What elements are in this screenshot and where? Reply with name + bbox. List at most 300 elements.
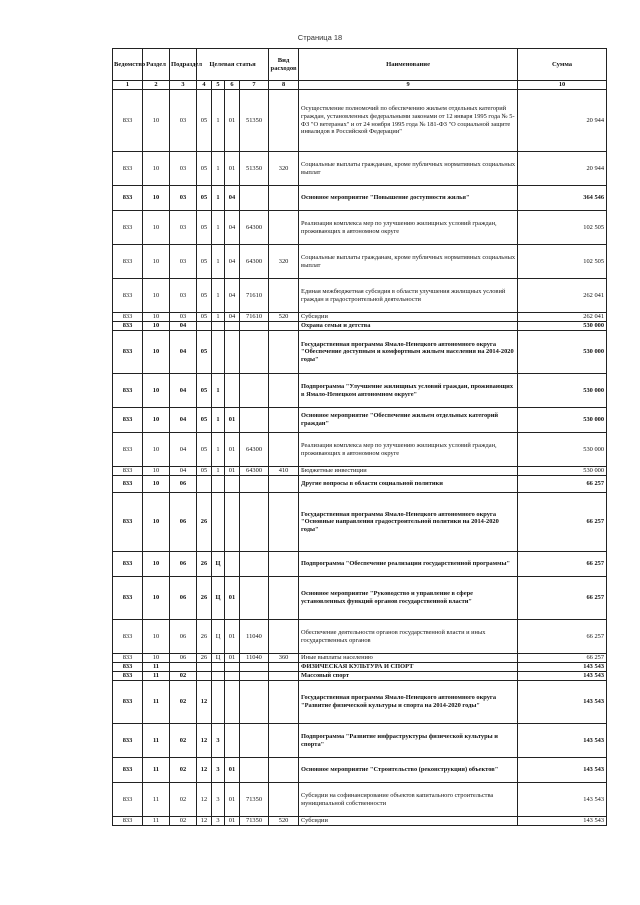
header-summa: Сумма: [518, 49, 607, 81]
naimenovanie-cell: Социальные выплаты гражданам, кроме публичных нормативных социальных выплат: [299, 245, 518, 279]
summa-cell: 66 257: [518, 620, 607, 654]
vid-rashodov-cell: 360: [269, 654, 299, 663]
vedomstvo-cell: 833: [113, 681, 143, 724]
column-number-row: [113, 81, 607, 90]
cs-event-cell: 01: [225, 783, 240, 817]
cs-event-cell: 01: [225, 433, 240, 467]
table-row: [113, 245, 607, 279]
table-row: [113, 724, 607, 758]
cs-direction-cell: 64300: [240, 211, 269, 245]
summa-cell: 66 257: [518, 493, 607, 552]
vid-rashodov-cell: [269, 681, 299, 724]
naimenovanie-cell: Массовый спорт: [299, 672, 518, 681]
cs-program-cell: [197, 476, 212, 493]
header-naimenovanie: Наименование: [299, 49, 518, 81]
cs-program-cell: 12: [197, 758, 212, 783]
header-celevaya-statya: Целевая статья: [197, 49, 269, 81]
vid-rashodov-cell: [269, 408, 299, 433]
vid-rashodov-cell: [269, 211, 299, 245]
cs-program-cell: 05: [197, 467, 212, 476]
razdel-cell: 10: [143, 476, 170, 493]
cs-event-cell: 01: [225, 817, 240, 826]
cs-subprogram-cell: [212, 672, 225, 681]
summa-cell: 143 543: [518, 758, 607, 783]
cs-program-cell: 05: [197, 331, 212, 374]
vid-rashodov-cell: [269, 552, 299, 577]
podrazdel-cell: 02: [170, 783, 197, 817]
razdel-cell: 10: [143, 552, 170, 577]
vedomstvo-cell: 833: [113, 211, 143, 245]
cs-subprogram-cell: Ц: [212, 654, 225, 663]
table-row: [113, 577, 607, 620]
cs-program-cell: 26: [197, 493, 212, 552]
summa-cell: 143 543: [518, 672, 607, 681]
cs-subprogram-cell: 1: [212, 408, 225, 433]
naimenovanie-cell: Единая межбюджетная субсидия в области улучшения жилищных условий граждан и градостроительной деятельности: [299, 279, 518, 313]
column-number-cell: 8: [269, 81, 299, 90]
cs-subprogram-cell: 1: [212, 90, 225, 152]
table-row: [113, 552, 607, 577]
cs-direction-cell: [240, 408, 269, 433]
cs-program-cell: [197, 672, 212, 681]
cs-direction-cell: 64300: [240, 433, 269, 467]
vid-rashodov-cell: 410: [269, 467, 299, 476]
table-row: [113, 90, 607, 152]
cs-event-cell: [225, 322, 240, 331]
vid-rashodov-cell: [269, 493, 299, 552]
table-row: [113, 783, 607, 817]
naimenovanie-cell: Подпрограмма "Улучшение жилищных условий граждан, проживающих в Ямало-Ненецком автономном округе": [299, 374, 518, 408]
column-number-cell: 3: [170, 81, 197, 90]
razdel-cell: 10: [143, 245, 170, 279]
podrazdel-cell: [170, 663, 197, 672]
cs-event-cell: [225, 672, 240, 681]
table-row: [113, 374, 607, 408]
vid-rashodov-cell: 520: [269, 313, 299, 322]
naimenovanie-cell: Основное мероприятие "Строительство (реконструкция) объектов": [299, 758, 518, 783]
cs-event-cell: 01: [225, 408, 240, 433]
podrazdel-cell: 03: [170, 211, 197, 245]
cs-direction-cell: 71350: [240, 783, 269, 817]
summa-cell: 143 543: [518, 817, 607, 826]
cs-program-cell: 05: [197, 211, 212, 245]
cs-program-cell: 05: [197, 186, 212, 211]
vedomstvo-cell: 833: [113, 552, 143, 577]
cs-direction-cell: [240, 476, 269, 493]
cs-event-cell: [225, 331, 240, 374]
podrazdel-cell: 04: [170, 374, 197, 408]
cs-subprogram-cell: 1: [212, 374, 225, 408]
cs-subprogram-cell: 1: [212, 433, 225, 467]
naimenovanie-cell: Основное мероприятие "Повышение доступности жилья": [299, 186, 518, 211]
razdel-cell: 10: [143, 577, 170, 620]
podrazdel-cell: 03: [170, 313, 197, 322]
cs-program-cell: 05: [197, 152, 212, 186]
podrazdel-cell: 04: [170, 467, 197, 476]
cs-program-cell: 05: [197, 374, 212, 408]
cs-event-cell: [225, 374, 240, 408]
cs-direction-cell: [240, 186, 269, 211]
vid-rashodov-cell: [269, 279, 299, 313]
cs-subprogram-cell: 3: [212, 783, 225, 817]
header-podrazdel: Подраздел: [170, 49, 197, 81]
cs-program-cell: 12: [197, 817, 212, 826]
razdel-cell: 10: [143, 654, 170, 663]
vid-rashodov-cell: [269, 331, 299, 374]
razdel-cell: 10: [143, 279, 170, 313]
vid-rashodov-cell: [269, 724, 299, 758]
cs-direction-cell: [240, 663, 269, 672]
table-row: [113, 681, 607, 724]
naimenovanie-cell: Реализация комплекса мер по улучшению жилищных условий граждан, проживающих в автономном округе: [299, 433, 518, 467]
table-row: [113, 817, 607, 826]
column-number-cell: 9: [299, 81, 518, 90]
cs-subprogram-cell: 1: [212, 279, 225, 313]
vid-rashodov-cell: 520: [269, 817, 299, 826]
cs-event-cell: [225, 663, 240, 672]
cs-direction-cell: [240, 331, 269, 374]
cs-program-cell: 12: [197, 681, 212, 724]
razdel-cell: 11: [143, 758, 170, 783]
razdel-cell: 10: [143, 620, 170, 654]
summa-cell: 530 000: [518, 322, 607, 331]
summa-cell: 66 257: [518, 476, 607, 493]
column-number-cell: 4: [197, 81, 212, 90]
table-row: [113, 331, 607, 374]
table-row: [113, 672, 607, 681]
podrazdel-cell: 03: [170, 186, 197, 211]
summa-cell: 262 041: [518, 313, 607, 322]
budget-table: [112, 48, 607, 826]
column-number-cell: 10: [518, 81, 607, 90]
cs-direction-cell: [240, 493, 269, 552]
cs-direction-cell: 11040: [240, 620, 269, 654]
naimenovanie-cell: Обеспечение деятельности органов государственной власти и иных государственных органов: [299, 620, 518, 654]
table-row: [113, 322, 607, 331]
cs-event-cell: 04: [225, 245, 240, 279]
razdel-cell: 11: [143, 663, 170, 672]
naimenovanie-cell: Охрана семьи и детства: [299, 322, 518, 331]
podrazdel-cell: 04: [170, 408, 197, 433]
razdel-cell: 10: [143, 433, 170, 467]
vid-rashodov-cell: 320: [269, 152, 299, 186]
vedomstvo-cell: 833: [113, 322, 143, 331]
table-header-row: [113, 49, 607, 81]
cs-event-cell: 01: [225, 152, 240, 186]
razdel-cell: 10: [143, 493, 170, 552]
cs-program-cell: 05: [197, 245, 212, 279]
vid-rashodov-cell: 320: [269, 245, 299, 279]
vedomstvo-cell: 833: [113, 331, 143, 374]
table-row: [113, 152, 607, 186]
column-number-cell: 1: [113, 81, 143, 90]
cs-subprogram-cell: [212, 493, 225, 552]
razdel-cell: 10: [143, 186, 170, 211]
summa-cell: 530 000: [518, 433, 607, 467]
podrazdel-cell: 02: [170, 817, 197, 826]
page-number-label: Страница 18: [297, 33, 343, 42]
razdel-cell: 10: [143, 322, 170, 331]
cs-event-cell: [225, 476, 240, 493]
summa-cell: 102 505: [518, 245, 607, 279]
vedomstvo-cell: 833: [113, 783, 143, 817]
naimenovanie-cell: Государственная программа Ямало-Ненецкого автономного округа "Основные направления градостроительной политики на 2014-2020 годы": [299, 493, 518, 552]
naimenovanie-cell: Государственная программа Ямало-Ненецкого автономного округа "Развитие физической культуры и спорта на 2014-2020 годы": [299, 681, 518, 724]
summa-cell: 143 543: [518, 681, 607, 724]
table-row: [113, 408, 607, 433]
cs-direction-cell: 51350: [240, 152, 269, 186]
summa-cell: 530 000: [518, 374, 607, 408]
table-row: [113, 313, 607, 322]
cs-event-cell: [225, 681, 240, 724]
podrazdel-cell: 03: [170, 279, 197, 313]
cs-event-cell: 04: [225, 211, 240, 245]
podrazdel-cell: 04: [170, 433, 197, 467]
naimenovanie-cell: Бюджетные инвестиции: [299, 467, 518, 476]
summa-cell: 102 505: [518, 211, 607, 245]
cs-direction-cell: [240, 552, 269, 577]
vedomstvo-cell: 833: [113, 408, 143, 433]
cs-direction-cell: [240, 672, 269, 681]
cs-direction-cell: [240, 758, 269, 783]
cs-subprogram-cell: 1: [212, 245, 225, 279]
summa-cell: 262 041: [518, 279, 607, 313]
cs-event-cell: [225, 724, 240, 758]
cs-program-cell: 26: [197, 577, 212, 620]
table-row: [113, 279, 607, 313]
table-row: [113, 476, 607, 493]
vid-rashodov-cell: [269, 186, 299, 211]
summa-cell: 530 000: [518, 467, 607, 476]
naimenovanie-cell: Основное мероприятие "Обеспечение жильем отдельных категорий граждан": [299, 408, 518, 433]
razdel-cell: 10: [143, 467, 170, 476]
naimenovanie-cell: Иные выплаты населению: [299, 654, 518, 663]
cs-direction-cell: 71350: [240, 817, 269, 826]
naimenovanie-cell: Субсидии: [299, 817, 518, 826]
cs-program-cell: 05: [197, 90, 212, 152]
cs-subprogram-cell: 3: [212, 724, 225, 758]
cs-event-cell: 04: [225, 186, 240, 211]
podrazdel-cell: 02: [170, 672, 197, 681]
table-row: [113, 493, 607, 552]
cs-subprogram-cell: [212, 322, 225, 331]
cs-event-cell: 01: [225, 90, 240, 152]
razdel-cell: 10: [143, 152, 170, 186]
cs-program-cell: 26: [197, 620, 212, 654]
podrazdel-cell: 06: [170, 620, 197, 654]
cs-program-cell: 12: [197, 783, 212, 817]
cs-direction-cell: 11040: [240, 654, 269, 663]
cs-subprogram-cell: Ц: [212, 577, 225, 620]
cs-event-cell: 04: [225, 313, 240, 322]
cs-direction-cell: 71610: [240, 279, 269, 313]
vid-rashodov-cell: [269, 374, 299, 408]
podrazdel-cell: 04: [170, 322, 197, 331]
table-row: [113, 620, 607, 654]
summa-cell: 143 543: [518, 663, 607, 672]
podrazdel-cell: 02: [170, 758, 197, 783]
cs-direction-cell: [240, 322, 269, 331]
cs-subprogram-cell: [212, 476, 225, 493]
cs-program-cell: [197, 663, 212, 672]
cs-subprogram-cell: [212, 663, 225, 672]
podrazdel-cell: 02: [170, 724, 197, 758]
podrazdel-cell: 02: [170, 681, 197, 724]
vedomstvo-cell: 833: [113, 152, 143, 186]
vedomstvo-cell: 833: [113, 245, 143, 279]
cs-event-cell: 01: [225, 467, 240, 476]
vid-rashodov-cell: [269, 577, 299, 620]
summa-cell: 143 543: [518, 783, 607, 817]
column-number-cell: 2: [143, 81, 170, 90]
podrazdel-cell: 03: [170, 90, 197, 152]
vedomstvo-cell: 833: [113, 672, 143, 681]
naimenovanie-cell: Субсидии на софинансирование объектов капитального строительства муниципальной собственности: [299, 783, 518, 817]
vid-rashodov-cell: [269, 783, 299, 817]
podrazdel-cell: 03: [170, 245, 197, 279]
cs-subprogram-cell: 3: [212, 817, 225, 826]
vedomstvo-cell: 833: [113, 476, 143, 493]
summa-cell: 364 546: [518, 186, 607, 211]
cs-subprogram-cell: Ц: [212, 552, 225, 577]
vedomstvo-cell: 833: [113, 279, 143, 313]
cs-program-cell: 05: [197, 408, 212, 433]
podrazdel-cell: 03: [170, 152, 197, 186]
podrazdel-cell: 06: [170, 476, 197, 493]
cs-subprogram-cell: [212, 681, 225, 724]
cs-event-cell: 01: [225, 654, 240, 663]
summa-cell: 143 543: [518, 724, 607, 758]
cs-direction-cell: 64300: [240, 245, 269, 279]
vedomstvo-cell: 833: [113, 313, 143, 322]
naimenovanie-cell: Субсидии: [299, 313, 518, 322]
vid-rashodov-cell: [269, 620, 299, 654]
cs-subprogram-cell: 1: [212, 313, 225, 322]
cs-subprogram-cell: 1: [212, 467, 225, 476]
summa-cell: 66 257: [518, 577, 607, 620]
cs-direction-cell: [240, 374, 269, 408]
cs-subprogram-cell: 1: [212, 186, 225, 211]
table-row: [113, 211, 607, 245]
razdel-cell: 10: [143, 374, 170, 408]
column-number-cell: 5: [212, 81, 225, 90]
vedomstvo-cell: 833: [113, 620, 143, 654]
table-row: [113, 186, 607, 211]
cs-direction-cell: [240, 577, 269, 620]
cs-event-cell: 04: [225, 279, 240, 313]
summa-cell: 530 000: [518, 408, 607, 433]
vid-rashodov-cell: [269, 663, 299, 672]
cs-program-cell: 12: [197, 724, 212, 758]
vedomstvo-cell: 833: [113, 654, 143, 663]
header-vid-rashodov: Вид расходов: [269, 49, 299, 81]
header-vedomstvo: Ведомство: [113, 49, 143, 81]
naimenovanie-cell: ФИЗИЧЕСКАЯ КУЛЬТУРА И СПОРТ: [299, 663, 518, 672]
table-row: [113, 467, 607, 476]
vedomstvo-cell: 833: [113, 817, 143, 826]
cs-event-cell: [225, 493, 240, 552]
cs-direction-cell: 71610: [240, 313, 269, 322]
cs-event-cell: 01: [225, 758, 240, 783]
naimenovanie-cell: Подпрограмма "Развитие инфраструктуры физической культуры и спорта": [299, 724, 518, 758]
vedomstvo-cell: 833: [113, 467, 143, 476]
cs-program-cell: 05: [197, 313, 212, 322]
razdel-cell: 10: [143, 211, 170, 245]
vid-rashodov-cell: [269, 476, 299, 493]
cs-program-cell: [197, 322, 212, 331]
naimenovanie-cell: Другие вопросы в области социальной политики: [299, 476, 518, 493]
podrazdel-cell: 06: [170, 493, 197, 552]
naimenovanie-cell: Основное мероприятие "Руководство и управление в сфере установленных функций органов государственной власти": [299, 577, 518, 620]
vedomstvo-cell: 833: [113, 758, 143, 783]
naimenovanie-cell: Подпрограмма "Обеспечение реализации государственной программы": [299, 552, 518, 577]
razdel-cell: 11: [143, 724, 170, 758]
vedomstvo-cell: 833: [113, 577, 143, 620]
razdel-cell: 11: [143, 783, 170, 817]
cs-subprogram-cell: 3: [212, 758, 225, 783]
cs-program-cell: 26: [197, 654, 212, 663]
column-number-cell: 7: [240, 81, 269, 90]
column-number-cell: 6: [225, 81, 240, 90]
vid-rashodov-cell: [269, 322, 299, 331]
naimenovanie-cell: Государственная программа Ямало-Ненецкого автономного округа "Обеспечение доступным и комфортным жильем населения на 2014-2020 годы": [299, 331, 518, 374]
vedomstvo-cell: 833: [113, 433, 143, 467]
cs-subprogram-cell: Ц: [212, 620, 225, 654]
podrazdel-cell: 06: [170, 654, 197, 663]
cs-program-cell: 05: [197, 279, 212, 313]
cs-direction-cell: 64300: [240, 467, 269, 476]
podrazdel-cell: 06: [170, 552, 197, 577]
table-row: [113, 758, 607, 783]
vedomstvo-cell: 833: [113, 186, 143, 211]
summa-cell: 20 944: [518, 152, 607, 186]
naimenovanie-cell: Осуществление полномочий по обеспечению жильем отдельных категорий граждан, установленных федеральными законами от 12 января 1995 года № 5-ФЗ "О ветеранах" и от 24 ноября 1995 года № 181-ФЗ "О социальной защите инвалидов в Российской Федерации": [299, 90, 518, 152]
table-row: [113, 654, 607, 663]
podrazdel-cell: 06: [170, 577, 197, 620]
razdel-cell: 10: [143, 90, 170, 152]
vedomstvo-cell: 833: [113, 493, 143, 552]
razdel-cell: 11: [143, 817, 170, 826]
header-razdel: Раздел: [143, 49, 170, 81]
cs-direction-cell: [240, 681, 269, 724]
razdel-cell: 10: [143, 408, 170, 433]
cs-direction-cell: 51350: [240, 90, 269, 152]
cs-direction-cell: [240, 724, 269, 758]
cs-subprogram-cell: 1: [212, 211, 225, 245]
vid-rashodov-cell: [269, 758, 299, 783]
razdel-cell: 11: [143, 681, 170, 724]
table-row: [113, 663, 607, 672]
table-body: [113, 90, 607, 826]
summa-cell: 66 257: [518, 552, 607, 577]
vid-rashodov-cell: [269, 90, 299, 152]
cs-event-cell: 01: [225, 620, 240, 654]
naimenovanie-cell: Реализация комплекса мер по улучшению жилищных условий граждан, проживающих в автономном округе: [299, 211, 518, 245]
naimenovanie-cell: Социальные выплаты гражданам, кроме публичных нормативных социальных выплат: [299, 152, 518, 186]
table-row: [113, 433, 607, 467]
cs-subprogram-cell: 1: [212, 152, 225, 186]
summa-cell: 66 257: [518, 654, 607, 663]
summa-cell: 20 944: [518, 90, 607, 152]
vedomstvo-cell: 833: [113, 374, 143, 408]
razdel-cell: 11: [143, 672, 170, 681]
razdel-cell: 10: [143, 331, 170, 374]
cs-subprogram-cell: [212, 331, 225, 374]
vedomstvo-cell: 833: [113, 90, 143, 152]
razdel-cell: 10: [143, 313, 170, 322]
vid-rashodov-cell: [269, 672, 299, 681]
summa-cell: 530 000: [518, 331, 607, 374]
